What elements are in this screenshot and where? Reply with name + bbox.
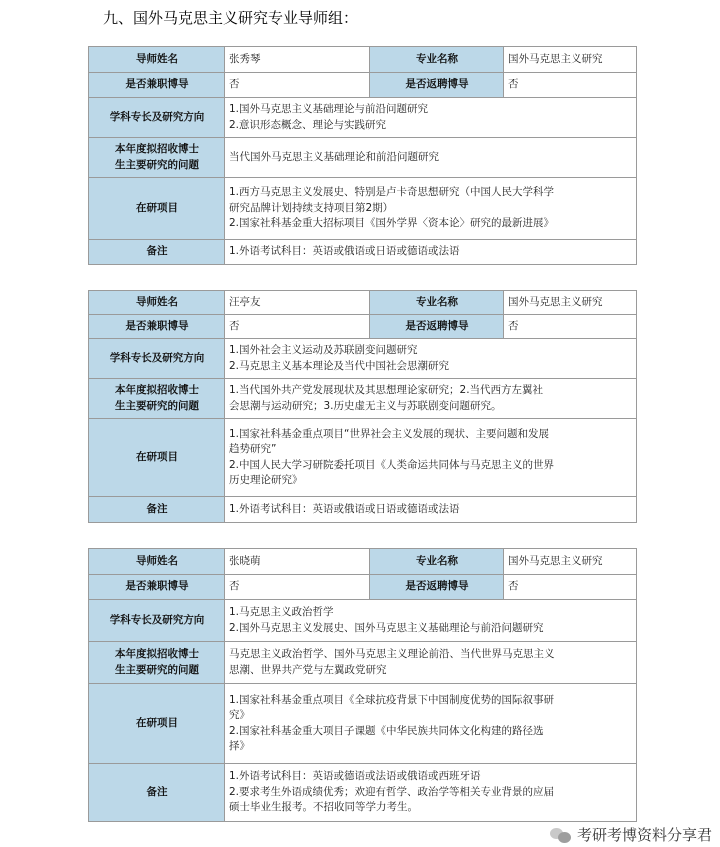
advisor-name-value: 张晓萌: [225, 549, 370, 575]
label-advisor-name: 导师姓名: [89, 291, 225, 315]
advisor-name-value: 汪亭友: [225, 291, 370, 315]
label-remarks: 备注: [89, 764, 225, 822]
section-heading: 九、国外马克思主义研究专业导师组：: [103, 9, 359, 27]
issues-line: 1.当代国外共产党发展现状及其思想理论家研究；2.当代西方左翼社: [229, 384, 544, 396]
project-line: 历史理论研究》: [229, 474, 303, 486]
label-advisor-name: 导师姓名: [89, 549, 225, 575]
label-issues-line: 本年度拟招收博士: [115, 648, 199, 660]
advisor-table-1: [88, 46, 637, 265]
remark-line: 1.外语考试科目：英语或俄语或日语或德语或法语: [229, 245, 460, 258]
label-part-time: 是否兼职博导: [89, 575, 225, 600]
project-line: 1.国家社科基金重点项目“世界社会主义发展的现状、主要问题和发展: [229, 427, 549, 440]
specialty-line: 1.马克思主义政治哲学: [229, 606, 334, 618]
label-research-issues: [89, 642, 225, 684]
remarks-value: [225, 240, 637, 265]
specialty-value: [225, 98, 637, 138]
label-advisor-name: 导师姓名: [89, 47, 225, 73]
label-major-name: 专业名称: [370, 549, 504, 575]
major-name-value: 国外马克思主义研究: [504, 549, 637, 575]
remark-line: 硕士毕业生报考。不招收同等学力考生。: [229, 801, 418, 814]
remarks-value: [225, 497, 637, 523]
project-line: 2.国家社科基金重大招标项目《国外学界〈资本论〉研究的最新进展》: [229, 217, 555, 230]
label-projects: 在研项目: [89, 684, 225, 764]
part-time-value: 否: [225, 73, 370, 98]
label-issues-line: 本年度拟招收博士: [115, 143, 199, 155]
watermark: [550, 824, 712, 845]
advisor-table-2: [88, 290, 637, 523]
label-remarks: 备注: [89, 240, 225, 265]
label-issues-line: 生主要研究的问题: [115, 663, 199, 676]
issues-line: 马克思主义政治哲学、国外马克思主义理论前沿、当代世界马克思主义: [229, 648, 555, 660]
specialty-value: [225, 600, 637, 642]
label-rehired: 是否返聘博导: [370, 575, 504, 600]
label-research-issues: [89, 379, 225, 419]
label-issues-line: 生主要研究的问题: [115, 399, 199, 412]
projects-value: [225, 419, 637, 497]
label-issues-line: 生主要研究的问题: [115, 158, 199, 171]
remark-line: 1.外语考试科目：英语或德语或法语或俄语或西班牙语: [229, 770, 481, 783]
label-part-time: 是否兼职博导: [89, 73, 225, 98]
advisor-name-value: 张秀琴: [225, 47, 370, 73]
label-major-name: 专业名称: [370, 47, 504, 73]
specialty-value: [225, 339, 637, 379]
label-issues-line: 本年度拟招收博士: [115, 384, 199, 396]
label-part-time: 是否兼职博导: [89, 315, 225, 339]
research-issues-value: [225, 379, 637, 419]
specialty-line: 1.国外社会主义运动及苏联剧变问题研究: [229, 344, 418, 356]
issues-line: 思潮、世界共产党与左翼政党研究: [229, 663, 387, 676]
project-line: 2.国家社科基金重大项目子课题《中华民族共同体文化构建的路径选: [229, 724, 544, 737]
specialty-line: 1.国外马克思主义基础理论与前沿问题研究: [229, 103, 429, 115]
specialty-line: 2.国外马克思主义发展史、国外马克思主义基础理论与前沿问题研究: [229, 621, 544, 634]
advisor-table-3: [88, 548, 637, 822]
project-line: 趋势研究”: [229, 443, 277, 455]
remark-line: 2.要求考生外语成绩优秀；欢迎有哲学、政治学等相关专业背景的应届: [229, 785, 555, 798]
project-line: 2.中国人民大学习研院委托项目《人类命运共同体与马克思主义的世界: [229, 458, 555, 471]
specialty-line: 2.意识形态概念、理论与实践研究: [229, 118, 387, 131]
specialty-line: 2.马克思主义基本理论及当代中国社会思潮研究: [229, 359, 450, 372]
watermark-text: 考研考博资料分享君: [576, 826, 712, 844]
project-line: 择》: [229, 740, 250, 752]
label-research-issues: [89, 138, 225, 178]
project-line: 研究品牌计划持续支持项目第2期）: [229, 201, 394, 214]
remark-line: 1.外语考试科目：英语或俄语或日语或德语或法语: [229, 502, 460, 515]
label-rehired: 是否返聘博导: [370, 315, 504, 339]
project-line: 究》: [229, 709, 250, 721]
rehired-value: 否: [504, 73, 637, 98]
research-issues-value: [225, 138, 637, 178]
issues-line: 会思潮与运动研究；3.历史虚无主义与苏联剧变问题研究。: [229, 399, 502, 412]
label-specialty: 学科专长及研究方向: [89, 339, 225, 379]
research-issues-value: [225, 642, 637, 684]
projects-value: [225, 178, 637, 240]
label-specialty: 学科专长及研究方向: [89, 600, 225, 642]
project-line: 1.国家社科基金重点项目《全球抗疫背景下中国制度优势的国际叙事研: [229, 693, 555, 706]
project-line: 1.西方马克思主义发展史、特别是卢卡奇思想研究（中国人民大学科学: [229, 186, 555, 199]
label-rehired: 是否返聘博导: [370, 73, 504, 98]
major-name-value: 国外马克思主义研究: [504, 291, 637, 315]
remarks-value: [225, 764, 637, 822]
issues-line: 当代国外马克思主义基础理论和前沿问题研究: [229, 150, 439, 163]
label-major-name: 专业名称: [370, 291, 504, 315]
part-time-value: 否: [225, 315, 370, 339]
part-time-value: 否: [225, 575, 370, 600]
major-name-value: 国外马克思主义研究: [504, 47, 637, 73]
wechat-icon: [550, 826, 572, 844]
label-specialty: 学科专长及研究方向: [89, 98, 225, 138]
label-projects: 在研项目: [89, 419, 225, 497]
rehired-value: 否: [504, 575, 637, 600]
label-remarks: 备注: [89, 497, 225, 523]
rehired-value: 否: [504, 315, 637, 339]
label-projects: 在研项目: [89, 178, 225, 240]
projects-value: [225, 684, 637, 764]
